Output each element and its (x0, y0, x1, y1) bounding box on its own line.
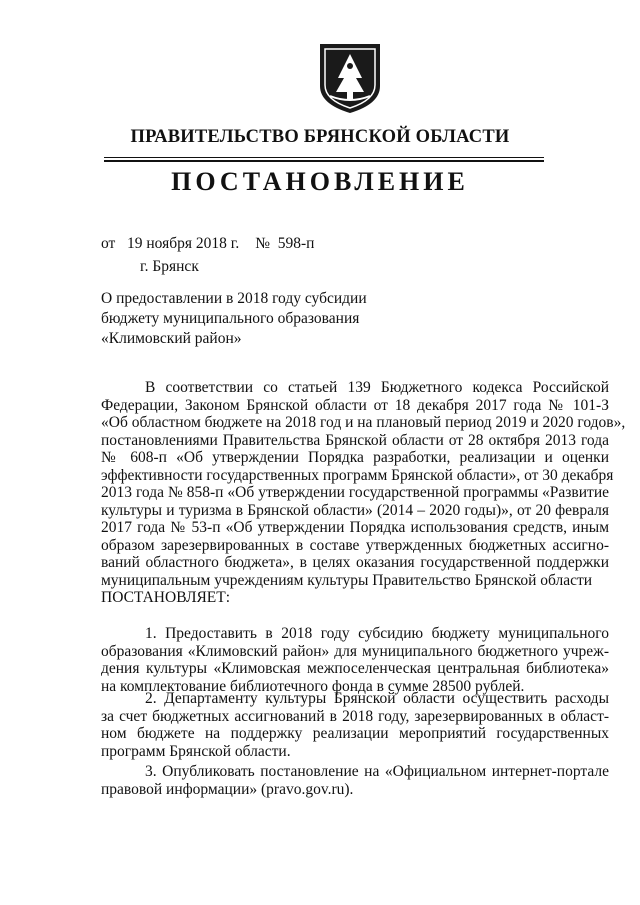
paragraph-line: Федерации, Законом Брянской области от 18 декабря 2017 года № 101-З (101, 396, 609, 414)
subject-line: О предоставлении в 2018 году субсидии (101, 290, 367, 307)
paragraph-line: на комплектование библиотечного фонда в сумме 28500 рублей. (101, 677, 525, 695)
government-title: ПРАВИТЕЛЬСТВО БРЯНСКОЙ ОБЛАСТИ (130, 127, 510, 147)
paragraph-line: 2017 года № 53-п «Об утверждении Порядка использования средств, иным (101, 519, 609, 536)
paragraph-line: ваний областного бюджета», в целях оказания государственной поддержки (101, 554, 609, 571)
header-rule-thick (104, 160, 544, 162)
paragraph-line: 2. Департаменту культуры Брянской области осуществить расходы (145, 690, 609, 707)
subject-line: бюджету муниципального образования (101, 310, 360, 327)
paragraph-line: за счет бюджетных ассигнований в 2018 году, зарезервированных в област- (101, 707, 609, 725)
paragraph-line: ном бюджете на поддержку реализации мероприятий государственных (101, 725, 609, 742)
date-number-line (101, 235, 314, 253)
paragraph-line: 2013 года № 858-п «Об утверждении государственной программы «Развитие (101, 484, 609, 501)
paragraph-line: дения культуры «Климовская межпоселенческая центральная библиотека» (101, 660, 609, 677)
resolution-item-3 (101, 763, 609, 798)
paragraph-line: эффективности государственных программ Брянской области», от 30 декабря (101, 466, 614, 484)
paragraph-line: 3. Опубликовать постановление на «Официальном интернет-портале (145, 763, 609, 780)
subject-line: «Климовский район» (101, 330, 242, 347)
preamble-paragraph (101, 379, 626, 607)
paragraph-line: № 608-п «Об утверждении Порядка разработки, реализации и оценки (101, 449, 609, 466)
document-subject (101, 289, 421, 349)
document-city: г. Брянск (140, 258, 199, 275)
header-rule-thin (104, 157, 544, 158)
paragraph-line: образования «Климовский район» для муниципального бюджетного учреж- (101, 642, 609, 660)
resolution-item-2 (101, 690, 609, 760)
document-date: от 19 ноября 2018 г. (101, 235, 240, 252)
paragraph-line: «Об областном бюджете на 2018 год и на плановый период 2019 и 2020 годов», (101, 414, 626, 431)
document-type-title: ПОСТАНОВЛЕНИЕ (171, 167, 469, 196)
paragraph-line: В соответствии со статьей 139 Бюджетного кодекса Российской (145, 379, 609, 396)
paragraph-line: образом зарезервированных в составе утвержденных бюджетных ассигно- (101, 536, 609, 554)
resolution-item-1 (101, 625, 609, 695)
paragraph-line: 1. Предоставить в 2018 году субсидию бюджету муниципального (145, 625, 609, 642)
resolves-keyword: ПОСТАНОВЛЯЕТ: (101, 589, 231, 606)
paragraph-line: правовой информации» (pravo.gov.ru). (101, 780, 354, 798)
coat-of-arms-emblem (316, 40, 384, 116)
paragraph-line: муниципальным учреждениям культуры Правительство Брянской области (101, 571, 593, 589)
paragraph-line: постановлениями Правительства Брянской области от 28 октября 2013 года (101, 431, 609, 449)
document-number: № 598-п (255, 235, 315, 252)
paragraph-line: культуры и туризма в Брянской области» (2014 – 2020 годы)», от 20 февраля (101, 501, 609, 519)
paragraph-line: программ Брянской области. (101, 742, 291, 760)
